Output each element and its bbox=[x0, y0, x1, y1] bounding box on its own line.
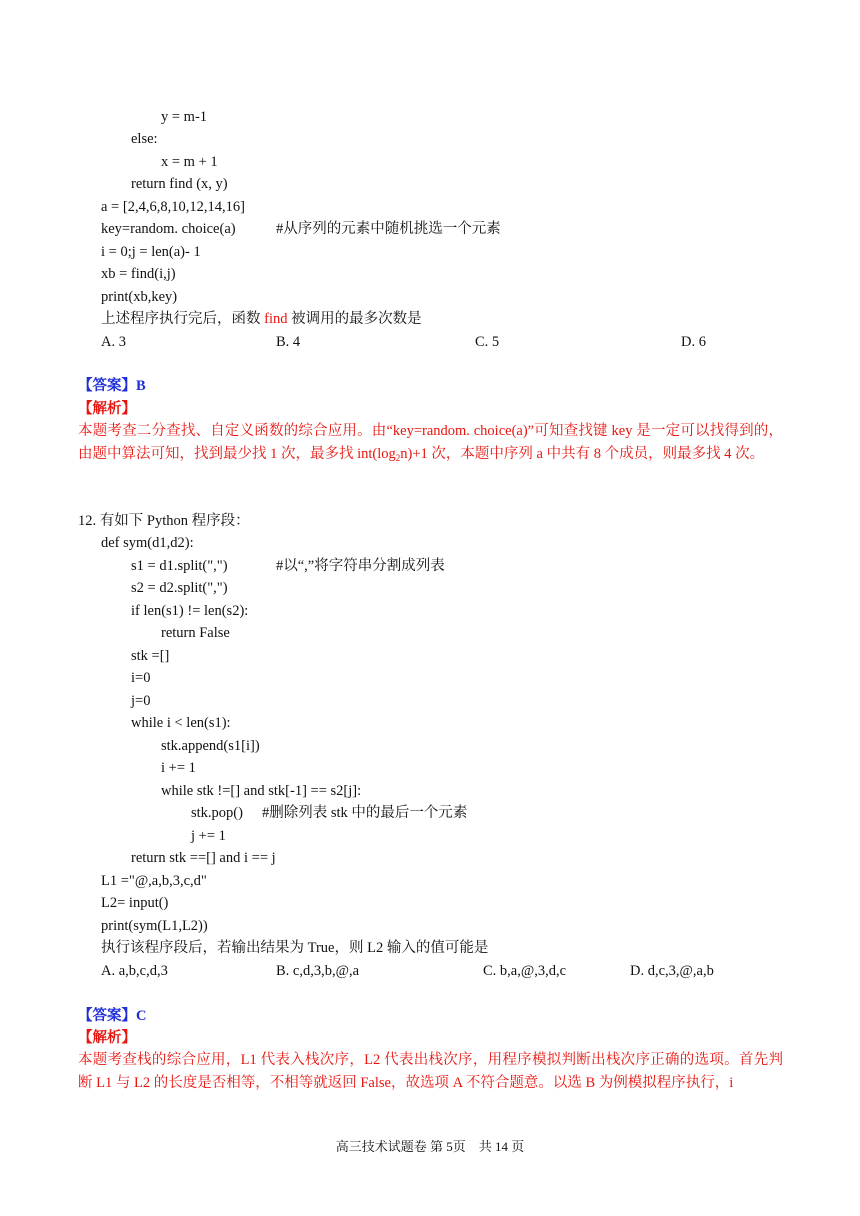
page-footer: 高三技术试题卷 第 5页 共 14 页 bbox=[335, 1139, 525, 1154]
code-line: stk.append(s1[i]) bbox=[161, 738, 260, 754]
option-a: A. 3 bbox=[101, 334, 126, 350]
code-line: j=0 bbox=[131, 693, 151, 709]
answer-line: 【答案】B bbox=[78, 378, 146, 394]
option-c: C. b,a,@,3,d,c bbox=[483, 963, 567, 979]
option-b: B. 4 bbox=[276, 334, 301, 350]
highlight-find: find bbox=[264, 311, 288, 327]
code-line: j += 1 bbox=[191, 828, 226, 844]
analysis-text: 本题考查二分查找、自定义函数的综合应用。由“key=random. choice(a)”可知查找键 key 是一定可以找得到的，由题中算法可知，找到最少找 1 次，最多找 $int(\log_2n)+1$ 次，本题中序列 a 中共有 8 个成员，则最多找 4 次。 bbox=[78, 423, 783, 463]
code-line: i = 0;j = len(a)- 1 bbox=[101, 244, 201, 260]
question-text: 上述程序执行完后，函数 find 被调用的最多次数是 bbox=[101, 311, 422, 327]
code-line: if len(s1) != len(s2): bbox=[131, 603, 249, 619]
code-line: a = [2,4,6,8,10,12,14,16] bbox=[101, 199, 245, 215]
code-comment: #删除列表 stk 中的最后一个元素 bbox=[262, 805, 468, 821]
code-line: stk.pop() bbox=[191, 805, 243, 821]
question-text: 执行该程序段后，若输出结果为 True，则 L2 输入的值可能是 bbox=[101, 940, 489, 956]
code-line: while stk !=[] and stk[-1] == s2[j]: bbox=[161, 783, 362, 799]
code-line: i += 1 bbox=[161, 760, 196, 776]
analysis-text: 本题考查栈的综合应用，L1 代表入栈次序，L2 代表出栈次序，用程序模拟判断出栈次序正确的选项。首先判断 L1 与 L2 的长度是否相等，不相等就返回 False，故选项 A 不符合题意。以选 B 为例模拟程序执行，i bbox=[78, 1052, 783, 1091]
code-line: s1 = d1.split(",") bbox=[131, 558, 228, 574]
code-line: return stk ==[] and i == j bbox=[131, 850, 276, 866]
analysis-label: 【解析】 bbox=[78, 401, 136, 417]
option-d: D. 6 bbox=[681, 334, 706, 350]
option-b: B. c,d,3,b,@,a bbox=[276, 963, 360, 979]
code-line: s2 = d2.split(",") bbox=[131, 580, 228, 596]
code-line: stk =[] bbox=[131, 648, 170, 664]
code-comment: #从序列的元素中随机挑选一个元素 bbox=[276, 221, 501, 237]
code-line: print(xb,key) bbox=[101, 289, 178, 305]
code-comment: #以“,”将字符串分割成列表 bbox=[276, 558, 445, 574]
question-heading: 12. 有如下 Python 程序段： bbox=[78, 513, 250, 529]
code-line: L2= input() bbox=[101, 895, 169, 911]
code-line: x = m + 1 bbox=[161, 154, 218, 170]
code-line: xb = find(i,j) bbox=[101, 266, 176, 282]
option-a: A. a,b,c,d,3 bbox=[101, 963, 168, 979]
answer-line: 【答案】C bbox=[78, 1008, 147, 1024]
option-d: D. d,c,3,@,a,b bbox=[630, 963, 714, 979]
code-line: print(sym(L1,L2)) bbox=[101, 918, 208, 934]
code-line: else: bbox=[131, 131, 158, 147]
code-line: y = m-1 bbox=[161, 109, 208, 125]
option-c: C. 5 bbox=[475, 334, 500, 350]
code-line: def sym(d1,d2): bbox=[101, 535, 194, 551]
code-line: L1 ="@,a,b,3,c,d" bbox=[101, 873, 207, 889]
code-line: i=0 bbox=[131, 670, 151, 686]
code-line: key=random. choice(a) bbox=[101, 221, 236, 237]
analysis-label: 【解析】 bbox=[78, 1030, 136, 1046]
code-line: while i < len(s1): bbox=[131, 715, 231, 731]
code-line: return False bbox=[161, 625, 230, 641]
code-line: return find (x, y) bbox=[131, 176, 228, 192]
